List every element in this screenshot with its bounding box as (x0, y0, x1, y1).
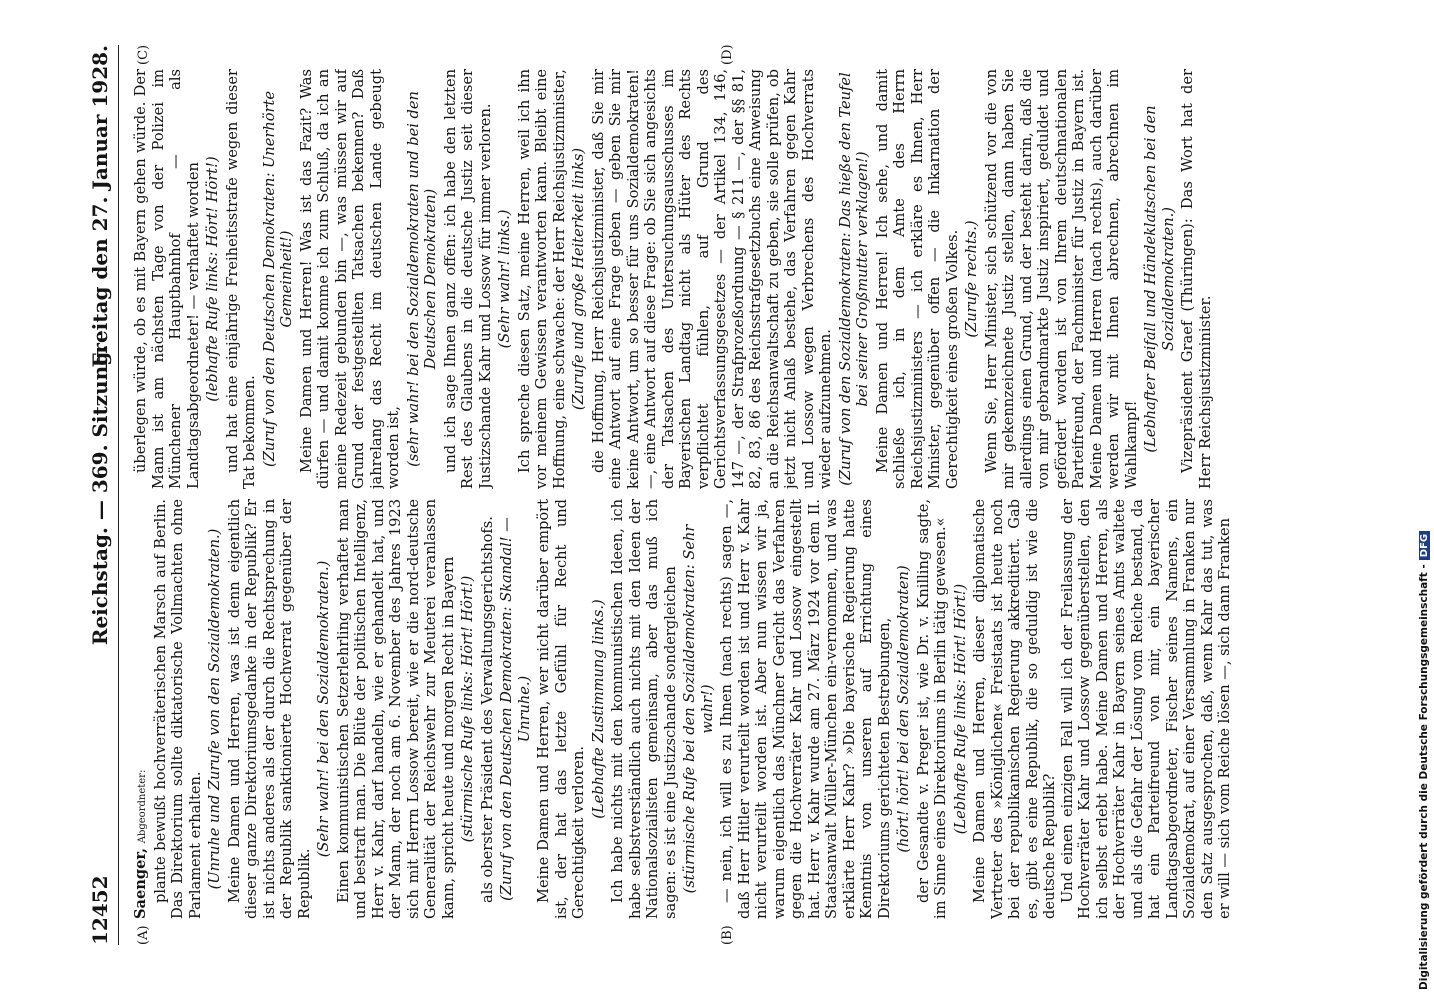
left-interjection: (Lebhafte Rufe links: Hört! Hört!) (951, 583, 969, 835)
left-paragraph: der Gesandte v. Preger ist, wie Dr. v. Knilling sagte, im Sinne eines Direktoriums in Berlin tätig gewesen.« (914, 499, 949, 919)
margin-mark-b: (B) (720, 925, 735, 945)
left-paragraph: Meine Damen und Herren, wer nicht darüber empört ist, der hat das letzte Gefühl für Recht und Gerechtigkeit verloren. (535, 499, 587, 919)
margin-mark-c: (C) (136, 44, 151, 65)
left-paragraph: Meine Damen und Herren, dieser diplomatische Vertreter des »Königlichen« Freistaats ist heute noch bei der republikanischen Regierung akkreditiert. Gab es, gibt es eine Republik, die so geduldig ist wie die deutsche Republik? (971, 499, 1058, 919)
right-interjection: (Zurufe und große Heiterkeit links) (570, 147, 587, 411)
speaker-name: Saenger, (132, 847, 149, 919)
left-paragraph: plante bewußt hochverräterischen Marsch auf Berlin. Das Direktorium sollte diktatorische Vollmachten ohne Parlament erhalten. (151, 499, 204, 919)
header-title: Reichstag. — 369. Sitzung. (88, 344, 112, 646)
left-column (132, 499, 1322, 919)
left-paragraph: Einen kommunistischen Setzerlehrling verhaftet man und bestraft man. Die Blüte der politischen Intelligenz, Herr v. Kahr, darf handeln, wie er gehandelt hat, und der Mann, der noch am 6. November des Jahres 1923 sich mit Herrn Lossow bereit, wie er die nord-deutsche Generalität der Reichswehr zur Meuterei veranlassen kann, spricht heute und morgen Recht in Bayern (334, 499, 457, 919)
right-paragraph: Meine Damen und Herren! Ich sehe, und damit schließe ich, in dem Amte des Herrn Reichsjustizministers — ich erkläre es Ihnen, Herr Minister, gegenüber offen — die Inkarnation der Gerechtigkeit eines großen Volkes. (873, 69, 961, 489)
page-number: 12452 (88, 875, 112, 945)
right-interjection: (lebhafte Rufe links: Hört! Hört!) (204, 156, 221, 402)
right-interjection: (Zuruf von den Deutschen Demokraten: Unerhörte Gemeinheit!) (260, 91, 295, 467)
rotated-page (80, 45, 1340, 945)
left-interjection: (Sehr wahr! bei den Sozialdemokraten.) (315, 560, 332, 858)
left-paragraph: Meine Damen und Herren, was ist denn eigentlich dieser ganze Direktoriumsgedanke in der Republik? Er ist nichts anderes als der durch die Rechtsprechung in der Republik sanktionierte Hochverrat gegenüber der Republik. (225, 499, 313, 919)
margin-mark-a: (A) (136, 925, 151, 945)
right-paragraph: und ich sage Ihnen ganz offen: ich habe den letzten Rest des Glaubens in die deutsche Justiz seit dieser Justizschande Kahr und Lossow für immer verloren. (441, 69, 494, 489)
left-interjection: (stürmische Rufe links: Hört! Hört!) (459, 575, 476, 843)
right-interjection: (Lebhafter Beifall und Händeklatschen bei den Sozialdemokraten.) (1142, 105, 1177, 453)
dfg-logo: DFG (1419, 531, 1430, 560)
speaker-role: Abgeordneter: (137, 769, 148, 844)
left-interjection: (Zuruf von den Deutschen Demokraten: Skandal! — Unruhe.) (498, 517, 533, 901)
left-paragraph: Und einen einzigen Fall will ich der Freilassung der Hochverräter Kahr und Lossow gegenüberstellen, den ich selbst erlebt habe. Meine Damen und Herren, als der Hochverräter Kahr in Bayern seines Amts waltete und als die Gefahr der Lösung vom Reiche bestand, da hat ein Parteifreund von mir, ein bayerischer Landtagsabgeordneter, Fischer seines Namens, ein Sozialdemokrat, auf einer Versammlung in Franken nur den Satz ausgesprochen, daß, wenn Kahr das tut, was er will — sich vom Reiche lösen —, sich dann Franken (1058, 499, 1233, 919)
right-paragraphs (132, 69, 1214, 489)
right-paragraph: die Hoffnung, Herr Reichsjustizminister, daß Sie mir eine Antwort auf eine Frage geben — geben Sie mir keine Antwort, um so besser für uns Sozialdemokraten! —, eine Antwort auf diese Frage: ob Sie sich angesichts der Tatsachen des Untersuchungsausschusses im Bayerischen Landtag nicht als Hüter des Rechts verpflichtet fühlen, auf Grund des Gerichtsverfassungsgesetzes — der Artikel 134, 146, 147 —, der Strafprozeßordnung — § 211 —, der §§ 81, 82, 83, 86 des Reichsstrafgesetzbuchs eine Anweisung an die Reichsanwaltschaft zu geben, sie solle prüfen, ob jetzt nicht Anlaß bestehe, das Verfahren gegen Kahr und Lossow wegen Verbrechens des Hochverrats wieder aufzunehmen. (589, 69, 834, 489)
left-interjection: (Lebhafte Zustimmung links.) (589, 599, 607, 819)
right-interjection: (Zuruf von den Sozialdemokraten: Das hieße den Teufel bei seiner Großmutter verklagen!) (836, 72, 871, 486)
left-interjection: (Unruhe und Zurufe von den Sozialdemokraten.) (206, 528, 223, 890)
speaker-line (132, 499, 152, 919)
right-paragraph: Meine Damen und Herren! Was ist das Fazit? Was dürfen — und damit komme ich zum Schluß, da ich an meine Redezeit gebunden bin —, was müssen wir auf Grund der festgestellten Tatsachen bekennen? Daß jahrelang das Recht im deutschen Lande gebeugt worden ist, (297, 69, 402, 489)
header-rule (118, 45, 119, 945)
left-interjection: (hört! hört! bei den Sozialdemokraten) (895, 565, 912, 853)
margin-mark-d: (D) (720, 44, 735, 65)
right-paragraph: überlegen würde, ob es mit Bayern gehen würde. Der Mann ist am nächsten Tage von der Polizei im Münchener Hauptbahnhof — als Landtagsabgeordneter! — verhaftet worden (132, 69, 202, 489)
right-column (132, 69, 1322, 489)
left-interjection: (stürmische Rufe bei den Sozialdemokraten: Sehr wahr!) (681, 524, 716, 894)
right-paragraph: Ich spreche diesen Satz, meine Herren, weil ich ihn vor meinem Gewissen verantworten kann. Bleibt eine Hoffnung, eine schwache: der Herr Reichsjustizminister, (515, 69, 568, 489)
left-paragraphs (152, 499, 1234, 919)
right-paragraph: Vizepräsident Graef (Thüringen): Das Wort hat der Herr Reichsjustizminister. (1179, 69, 1214, 489)
right-interjection: (Zurufe rechts.) (963, 220, 980, 338)
left-paragraph: — nein, ich will es zu Ihnen (nach rechts) sagen —, daß Herr Hitler verurteilt worden ist und Herr v. Kahr nicht verurteilt worden ist. Aber nun wissen wir ja, warum eigentlich das Münchner Gericht das Verfahren gegen die Hochverräter Kahr und Lossow eingestellt hat. Herr v. Kahr wurde am 27. März 1924 vor dem II. Staatsanwalt Müller-München ein-vernommen, und was erklärte Herr Kahr? »Die bayerische Regierung hatte Kenntnis von unseren auf Errichtung eines Direktoriums gerichteten Bestrebungen, (718, 499, 893, 919)
header-date: Freitag den 27. Januar 1928. (88, 45, 112, 368)
running-header (88, 45, 118, 945)
dfg-credit (1418, 531, 1430, 990)
left-paragraph: als oberster Präsident des Verwaltungsgerichtshofs. (478, 516, 496, 903)
dfg-credit-text: Digitalisierung gefördert durch die Deutsche Forschungsgemeinschaft - (1418, 564, 1430, 990)
left-paragraph: Ich habe nichts mit den kommunistischen Ideen, ich habe selbstverständlich auch nichts mit den Ideen der Nationalsozialisten gemeinsam, aber das muß ich sagen: es ist eine Justizschande sondergleichen (609, 499, 679, 919)
right-interjection: (Sehr wahr! links.) (496, 209, 513, 349)
page-body (80, 45, 1340, 945)
right-paragraph: und hat eine einjährige Freiheitsstrafe wegen dieser Tat bekommen. (223, 69, 258, 489)
right-interjection: (sehr wahr! bei den Sozialdemokraten und bei den Deutschen Demokraten) (404, 91, 439, 467)
right-paragraph: Wenn Sie, Herr Minister, sich schützend vor die von mir gekennzeichnete Justiz stellen, dann haben Sie allerdings einen Grund, und der besteht darin, daß die von mir gebrandmarkte Justiz inspiriert, geduldet und gefördert worden ist von Ihrem deutschnationalen Parteifreund, der Fachminister für Justiz in Bayern ist. Meine Damen und Herren (nach rechts), auch darüber werden wir mit Ihnen abrechnen, abrechnen im Wahlkampf! (982, 69, 1140, 489)
